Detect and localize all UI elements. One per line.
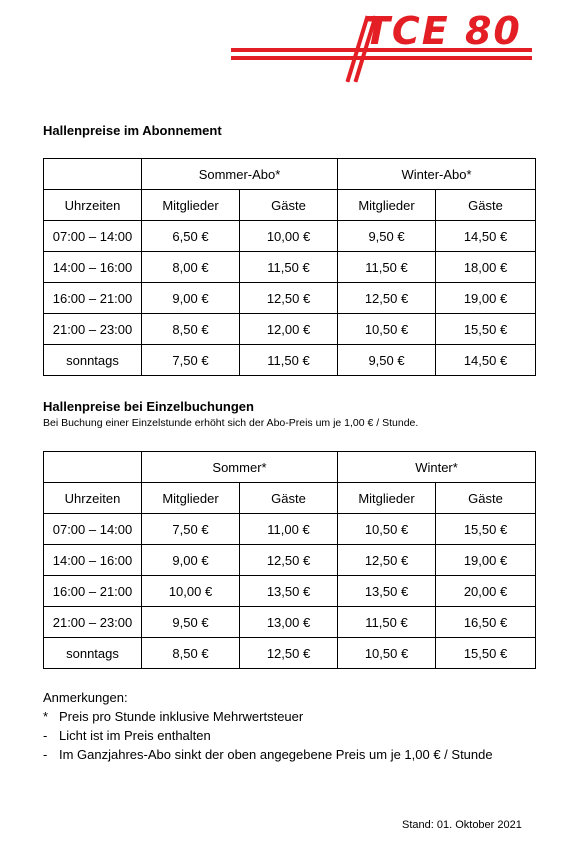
table-row [44,638,536,669]
price-cell: 9,00 € [142,545,240,576]
price-cell: 12,50 € [338,545,436,576]
price-cell: 11,50 € [338,252,436,283]
column-header: Mitglieder [142,190,240,221]
price-cell: 8,50 € [142,314,240,345]
price-cell: 14,50 € [436,345,536,376]
remark-bullet: - [43,747,48,762]
table-row [44,221,536,252]
price-cell: 11,50 € [240,252,338,283]
price-cell: 9,50 € [142,607,240,638]
table-row [44,576,536,607]
price-cell: 9,50 € [338,345,436,376]
group-header: Sommer-Abo* [142,159,338,190]
price-cell: 13,50 € [338,576,436,607]
price-cell: 11,50 € [240,345,338,376]
price-cell: 15,50 € [436,514,536,545]
time-cell: sonntags [44,345,142,376]
abo-price-table [43,158,536,376]
column-header: Gäste [436,483,536,514]
table-cell-empty [44,452,142,483]
price-cell: 11,00 € [240,514,338,545]
table-row [44,252,536,283]
price-cell: 12,50 € [240,638,338,669]
time-cell: 21:00 – 23:00 [44,314,142,345]
price-cell: 11,50 € [338,607,436,638]
time-cell: sonntags [44,638,142,669]
price-cell: 10,50 € [338,314,436,345]
group-header: Winter-Abo* [338,159,536,190]
einzel-price-table [43,451,536,669]
table-row [44,514,536,545]
remarks-title: Anmerkungen: [43,690,128,705]
table-group-row [44,452,536,483]
price-cell: 13,50 € [240,576,338,607]
price-cell: 8,00 € [142,252,240,283]
price-cell: 13,00 € [240,607,338,638]
price-cell: 10,50 € [338,514,436,545]
stand-date: Stand: 01. Oktober 2021 [402,819,522,831]
price-cell: 19,00 € [436,283,536,314]
time-cell: 21:00 – 23:00 [44,607,142,638]
price-cell: 15,50 € [436,638,536,669]
table-header-row [44,483,536,514]
price-cell: 6,50 € [142,221,240,252]
table-group-row [44,159,536,190]
table-row [44,607,536,638]
table-row [44,283,536,314]
einzel-heading: Hallenpreise bei Einzelbuchungen [43,399,254,414]
price-cell: 15,50 € [436,314,536,345]
price-cell: 12,50 € [240,545,338,576]
group-header: Winter* [338,452,536,483]
group-header: Sommer* [142,452,338,483]
remark-text: Preis pro Stunde inklusive Mehrwertsteuer [59,709,304,724]
einzel-note: Bei Buchung einer Einzelstunde erhöht sich der Abo-Preis um je 1,00 € / Stunde. [43,417,419,429]
table-row [44,545,536,576]
remark-text: Licht ist im Preis enthalten [59,728,211,743]
time-cell: 16:00 – 21:00 [44,576,142,607]
column-header: Uhrzeiten [44,190,142,221]
price-cell: 10,50 € [338,638,436,669]
price-cell: 19,00 € [436,545,536,576]
time-cell: 16:00 – 21:00 [44,283,142,314]
price-cell: 12,50 € [338,283,436,314]
price-cell: 12,00 € [240,314,338,345]
price-cell: 14,50 € [436,221,536,252]
remarks [43,688,493,764]
remark-bullet: * [43,709,49,724]
time-cell: 14:00 – 16:00 [44,545,142,576]
remark-bullet: - [43,728,48,743]
price-cell: 20,00 € [436,576,536,607]
remark-text: Im Ganzjahres-Abo sinkt der oben angegebene Preis um je 1,00 € / Stunde [59,747,493,762]
price-cell: 7,50 € [142,514,240,545]
table-header-row [44,190,536,221]
table-cell-empty [44,159,142,190]
table-row [44,314,536,345]
column-header: Gäste [436,190,536,221]
abo-heading: Hallenpreise im Abonnement [43,123,222,138]
remark-item [43,726,493,745]
column-header: Gäste [240,190,338,221]
price-cell: 8,50 € [142,638,240,669]
price-cell: 10,00 € [142,576,240,607]
price-cell: 9,00 € [142,283,240,314]
time-cell: 14:00 – 16:00 [44,252,142,283]
column-header: Gäste [240,483,338,514]
column-header: Mitglieder [338,483,436,514]
time-cell: 07:00 – 14:00 [44,221,142,252]
price-cell: 12,50 € [240,283,338,314]
price-cell: 10,00 € [240,221,338,252]
remark-item [43,707,493,726]
column-header: Mitglieder [338,190,436,221]
time-cell: 07:00 – 14:00 [44,514,142,545]
remark-item [43,745,493,764]
column-header: Uhrzeiten [44,483,142,514]
price-cell: 7,50 € [142,345,240,376]
price-cell: 9,50 € [338,221,436,252]
price-cell: 18,00 € [436,252,536,283]
logo-text: TCE 80 [364,9,522,53]
price-cell: 16,50 € [436,607,536,638]
column-header: Mitglieder [142,483,240,514]
table-row [44,345,536,376]
